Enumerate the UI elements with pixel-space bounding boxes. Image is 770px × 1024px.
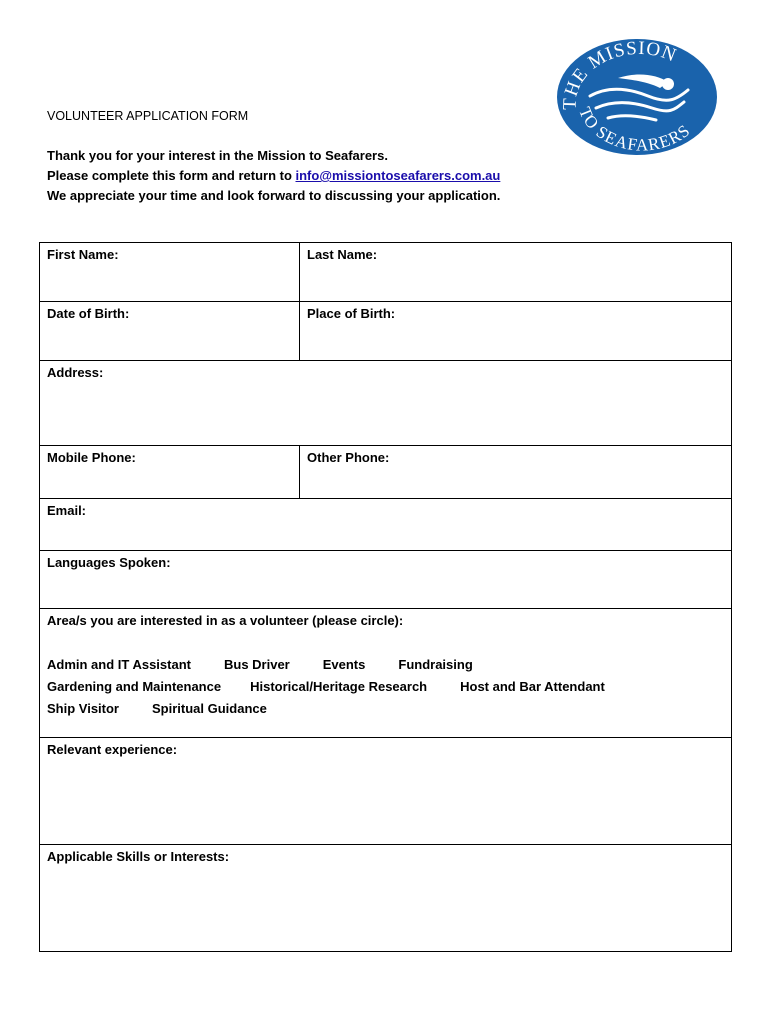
area-option-host-bar[interactable]: Host and Bar Attendant xyxy=(460,679,605,694)
mobile-phone-label: Mobile Phone: xyxy=(47,450,136,465)
languages-field[interactable] xyxy=(40,551,732,609)
date-of-birth-field[interactable] xyxy=(40,302,300,361)
area-option-bus-driver[interactable]: Bus Driver xyxy=(223,657,290,672)
intro-line-1: Thank you for your interest in the Mission to Seafarers. xyxy=(47,148,388,163)
logo-text-top: THE MISSION xyxy=(559,38,680,111)
address-field[interactable] xyxy=(40,361,732,446)
email-link[interactable]: info@missiontoseafarers.com.au xyxy=(295,168,501,183)
email-label: Email: xyxy=(47,503,87,518)
area-option-gardening[interactable]: Gardening and Maintenance xyxy=(47,679,222,694)
intro-line-2-prefix: Please complete this form and return to xyxy=(47,168,296,183)
mobile-phone-field[interactable] xyxy=(40,446,300,499)
area-option-admin[interactable]: Admin and IT Assistant xyxy=(47,657,191,672)
area-option-ship-visitor[interactable]: Ship Visitor xyxy=(47,701,119,716)
place-of-birth-label: Place of Birth: xyxy=(307,306,396,321)
areas-heading: Area/s you are interested in as a volunteer (please circle): xyxy=(47,613,404,628)
area-option-heritage[interactable]: Historical/Heritage Research xyxy=(250,679,428,694)
intro-line-2 xyxy=(47,166,500,186)
areas-of-interest-section xyxy=(40,609,732,738)
place-of-birth-field[interactable] xyxy=(300,302,732,361)
email-field[interactable] xyxy=(40,499,732,551)
area-option-events[interactable]: Events xyxy=(322,657,366,672)
languages-label: Languages Spoken: xyxy=(47,555,171,570)
last-name-field[interactable] xyxy=(300,243,732,302)
first-name-label: First Name: xyxy=(47,247,119,262)
area-option-spiritual-guidance[interactable]: Spiritual Guidance xyxy=(152,701,267,716)
areas-options xyxy=(47,654,724,720)
relevant-experience-field[interactable] xyxy=(40,738,732,845)
logo-text-bottom: TO SEAFARERS xyxy=(575,104,694,155)
skills-label: Applicable Skills or Interests: xyxy=(47,849,230,864)
intro-line-3: We appreciate your time and look forward to discussing your application. xyxy=(47,188,501,203)
last-name-label: Last Name: xyxy=(307,247,378,262)
other-phone-label: Other Phone: xyxy=(307,450,390,465)
address-label: Address: xyxy=(47,365,104,380)
skills-field[interactable] xyxy=(40,845,732,952)
first-name-field[interactable] xyxy=(40,243,300,302)
area-option-fundraising[interactable]: Fundraising xyxy=(398,657,473,672)
mission-to-seafarers-logo xyxy=(556,38,718,156)
form-title: VOLUNTEER APPLICATION FORM xyxy=(47,109,249,123)
application-form-table xyxy=(39,242,732,952)
date-of-birth-label: Date of Birth: xyxy=(47,306,130,321)
other-phone-field[interactable] xyxy=(300,446,732,499)
intro-text xyxy=(47,146,500,206)
relevant-experience-label: Relevant experience: xyxy=(47,742,178,757)
